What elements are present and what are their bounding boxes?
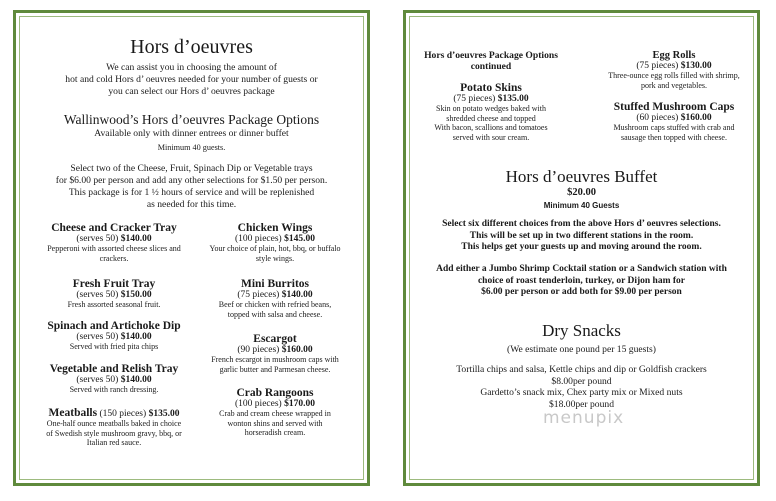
snacks-list: Tortilla chips and salsa, Kettle chips and dip or Goldfish crackers $8.00per pound Gardetto’s snack mix, Chex party mix or Mixed nuts $18.00per pound	[456, 364, 707, 411]
buffet-add-on: Add either a Jumbo Shrimp Cocktail station or a Sandwich station with choice of roast tenderloin, turkey, or Dijon ham for $6.00 per person or add both for $9.00 per person	[436, 264, 727, 297]
buffet-price: $20.00	[567, 187, 596, 198]
snacks-subtitle: (We estimate one pound per 15 guests)	[507, 344, 656, 355]
menu-item: Crab Rangoons (100 pieces) $170.00 Crab and cream cheese wrapped in wonton shins and served with horseradish cream.	[219, 387, 331, 437]
menu-item: Meatballs (150 pieces) $135.00 One-half ounce meatballs baked in choice of Swedish style mushroom gravy, bbq, or Italian red sauce.	[46, 407, 182, 447]
menu-item: Chicken Wings (100 pieces) $145.00 Your choice of plain, hot, bbq, or buffalo style wings.	[209, 222, 341, 263]
buffet-minimum: Minimum 40 Guests	[543, 201, 620, 210]
menu-item: Vegetable and Relish Tray (serves 50) $140.00 Served with ranch dressing.	[49, 363, 179, 394]
page-title: Hors d’oeuvres	[130, 36, 253, 58]
continued-title: Hors d’oeuvres Package Options continued	[424, 50, 558, 72]
package-description: Select two of the Cheese, Fruit, Spinach Dip or Vegetable trays for $6.00 per person and add any other selections for $1.50 per person. This package is for 1 ½ hours of service and will be replenished as needed for this time.	[55, 163, 328, 210]
package-title: Wallinwood’s Hors d’oeuvres Package Options	[63, 112, 320, 127]
menu-item: Stuffed Mushroom Caps (60 pieces) $160.00 Mushroom caps stuffed with crab and sausage then topped with cheese.	[613, 101, 735, 142]
package-subtitle: Available only with dinner entrees or dinner buffet	[94, 128, 289, 139]
watermark: menupix	[543, 408, 625, 428]
menu-item: Egg Rolls (75 pieces) $130.00 Three-ounce egg rolls filled with shrimp, pork and vegetables.	[608, 50, 740, 90]
buffet-title: Hors d’oeuvres Buffet	[505, 167, 658, 186]
intro-text: We can assist you in choosing the amount of hot and cold Hors d’ oeuvres needed for your number of guests or you can select our Hors d’ oeuvres package	[65, 62, 318, 97]
snacks-title: Dry Snacks	[542, 321, 621, 340]
menu-item: Cheese and Cracker Tray (serves 50) $140.00 Pepperoni with assorted cheese slices and crackers.	[47, 222, 181, 263]
menu-item: Escargot (90 pieces) $160.00 French escargot in mushroom caps with garlic butter and Parmesan cheese.	[211, 333, 339, 374]
buffet-description: Select six different choices from the above Hors d’ oeuvres selections. This will be set up in two different stations in the room. This helps get your guests up and moving around the room.	[442, 219, 721, 252]
package-minimum: Minimum 40 guests.	[157, 143, 226, 152]
menu-item: Fresh Fruit Tray (serves 50) $150.00 Fresh assorted seasonal fruit.	[67, 278, 161, 309]
menu-item: Mini Burritos (75 pieces) $140.00 Beef or chicken with refried beans, topped with salsa and cheese.	[218, 278, 332, 319]
menu-item: Potato Skins (75 pieces) $135.00 Skin on potato wedges baked with shredded cheese and topped With bacon, scallions and tomatoes served with sour cream.	[434, 82, 548, 142]
menu-item: Spinach and Artichoke Dip (serves 50) $140.00 Served with fried pita chips	[47, 320, 181, 351]
